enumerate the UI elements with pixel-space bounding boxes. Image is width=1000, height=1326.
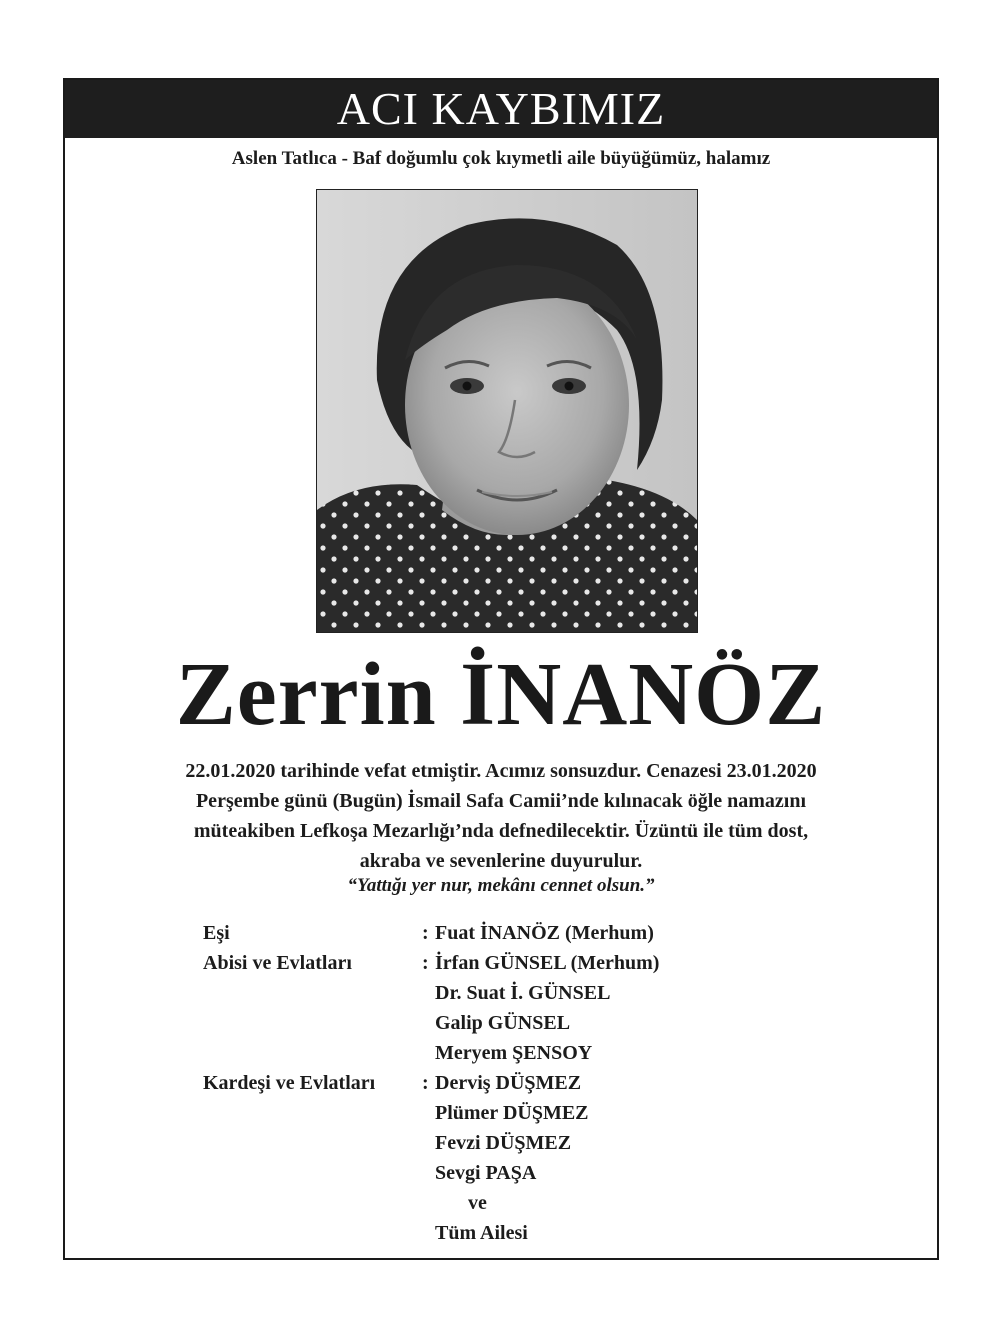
announcement-line: Perşembe günü (Bugün) İsmail Safa Camii’nde kılınacak öğle namazını (195, 790, 807, 812)
header-title: ACI KAYBIMIZ (65, 80, 937, 138)
family-row (65, 1008, 937, 1038)
family-row (65, 1038, 937, 1068)
family-member: Tüm Ailesi (435, 1222, 528, 1244)
family-row (65, 1068, 937, 1098)
family-row (65, 1218, 937, 1248)
obituary-frame (63, 78, 939, 1260)
family-member: Fevzi DÜŞMEZ (435, 1132, 572, 1154)
family-member: Galip GÜNSEL (435, 1012, 571, 1034)
colon: : (422, 922, 429, 944)
colon: : (422, 952, 429, 974)
family-member: Derviş DÜŞMEZ (435, 1072, 582, 1094)
conjunction-ve: ve (468, 1192, 487, 1214)
family-row (65, 1188, 937, 1218)
family-row (65, 1158, 937, 1188)
relation-label: Abisi ve Evlatları (203, 952, 352, 974)
deceased-name: Zerrin İNANÖZ (175, 645, 827, 744)
family-row (65, 948, 937, 978)
prayer-quote: “Yattığı yer nur, mekânı cennet olsun.” (347, 875, 655, 896)
family-member: Meryem ŞENSOY (435, 1042, 593, 1064)
family-member: İrfan GÜNSEL (Merhum) (435, 952, 660, 974)
subtitle: Aslen Tatlıca - Baf doğumlu çok kıymetli aile büyüğümüz, halamız (231, 148, 771, 169)
family-member: Fuat İNANÖZ (Merhum) (435, 922, 654, 944)
portrait-photo (316, 189, 698, 633)
family-member: Plümer DÜŞMEZ (435, 1102, 589, 1124)
family-row (65, 918, 937, 948)
family-row (65, 1098, 937, 1128)
announcement-line: 22.01.2020 tarihinde vefat etmiştir. Acımız sonsuzdur. Cenazesi 23.01.2020 (185, 760, 817, 782)
family-member: Sevgi PAŞA (435, 1162, 537, 1184)
family-row (65, 978, 937, 1008)
relation-label: Eşi (203, 922, 230, 944)
relation-label: Kardeşi ve Evlatları (203, 1072, 376, 1094)
announcement-line: akraba ve sevenlerine duyurulur. (359, 850, 643, 872)
announcement-text (85, 756, 917, 876)
family-row (65, 1128, 937, 1158)
colon: : (422, 1072, 429, 1094)
announcement-line: müteakiben Lefkoşa Mezarlığı’nda defnedilecektir. Üzüntü ile tüm dost, (193, 820, 809, 842)
family-member: Dr. Suat İ. GÜNSEL (435, 982, 611, 1004)
